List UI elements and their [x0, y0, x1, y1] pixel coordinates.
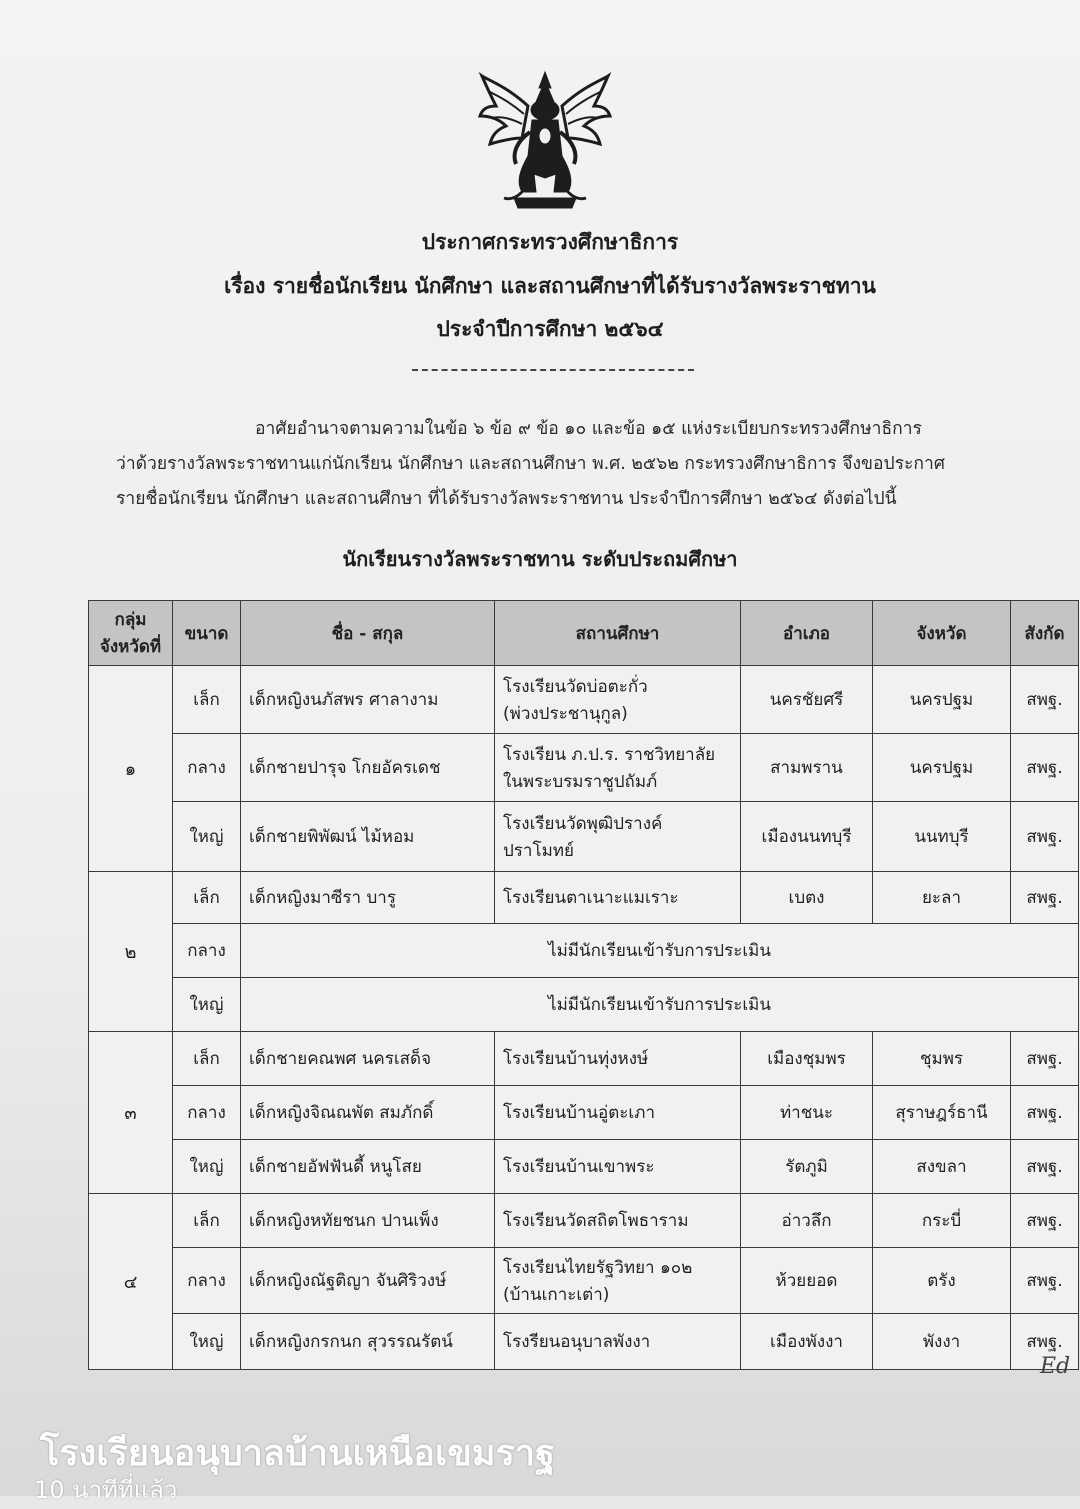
table-row [89, 1032, 1079, 1086]
affiliation-cell: สพฐ. [1011, 1140, 1079, 1194]
table-row [89, 734, 1079, 802]
table-row [89, 1314, 1079, 1370]
signature-mark: Ed [1040, 1354, 1071, 1379]
school-cell [495, 1248, 741, 1314]
header-name: ชื่อ - สกุล [241, 601, 495, 666]
table-row [89, 666, 1079, 734]
table-row [89, 924, 1079, 978]
header-district: อำเภอ [741, 601, 873, 666]
affiliation-cell: สพฐ. [1011, 1248, 1079, 1314]
header-group [89, 601, 173, 666]
size-cell: กลาง [173, 1086, 241, 1140]
school-line-1: โรงเรียนวัดบ่อตะกั่ว [503, 676, 648, 697]
district-cell: สามพราน [741, 734, 873, 802]
district-cell: นครชัยศรี [741, 666, 873, 734]
school-line-2: ในพระบรมราชูปถัมภ์ [503, 771, 658, 792]
announcement-year: ประจำปีการศึกษา ๒๕๖๔ [436, 317, 664, 341]
post-timestamp: 10 นาทีที่แล้ว [34, 1476, 178, 1504]
group-number: ๓ [89, 1032, 173, 1194]
table-row [89, 1086, 1079, 1140]
size-cell: กลาง [173, 924, 241, 978]
paragraph-line-1: อาศัยอำนาจตามความในข้อ ๖ ข้อ ๙ ข้อ ๑๐ และข้อ ๑๕ แห่งระเบียบกระทรวงศึกษาธิการ [255, 419, 922, 439]
separator-line [412, 369, 694, 371]
affiliation-cell: สพฐ. [1011, 1314, 1079, 1370]
affiliation-cell: สพฐ. [1011, 802, 1079, 872]
table-row [89, 1194, 1079, 1248]
header-size: ขนาด [173, 601, 241, 666]
student-name: เด็กหญิงณัฐติญา จันศิริวงษ์ [241, 1248, 495, 1314]
school-cell: โรงเรียนบ้านเขาพระ [495, 1140, 741, 1194]
affiliation-cell: สพฐ. [1011, 872, 1079, 924]
province-cell: นครปฐม [873, 734, 1011, 802]
affiliation-cell: สพฐ. [1011, 734, 1079, 802]
affiliation-cell: สพฐ. [1011, 1086, 1079, 1140]
student-name: เด็กหญิงหทัยชนก ปานเพ็ง [241, 1194, 495, 1248]
province-cell: นครปฐม [873, 666, 1011, 734]
announcement-subject: เรื่อง รายชื่อนักเรียน นักศึกษา และสถานศึกษาที่ได้รับรางวัลพระราชทาน [224, 274, 876, 298]
province-cell: ชุมพร [873, 1032, 1011, 1086]
size-cell: ใหญ่ [173, 978, 241, 1032]
school-cell [495, 666, 741, 734]
section-heading: นักเรียนรางวัลพระราชทาน ระดับประถมศึกษา [342, 547, 738, 571]
table-row [89, 1140, 1079, 1194]
district-cell: เมืองนนทบุรี [741, 802, 873, 872]
school-line-1: โรงเรียน ภ.ป.ร. ราชวิทยาลัย [503, 744, 716, 765]
school-line-2: (พ่วงประชานุกูล) [503, 703, 628, 724]
student-name: เด็กชายพิพัฒน์ ไม้หอม [241, 802, 495, 872]
table-row [89, 802, 1079, 872]
student-name: เด็กหญิงมาซีรา บารู [241, 872, 495, 924]
size-cell: เล็ก [173, 1032, 241, 1086]
group-number: ๒ [89, 872, 173, 1032]
province-cell: พังงา [873, 1314, 1011, 1370]
student-name: เด็กชายปารุจ โกยอัครเดช [241, 734, 495, 802]
no-candidate-note: ไม่มีนักเรียนเข้ารับการประเมิน [241, 924, 1079, 978]
no-candidate-note: ไม่มีนักเรียนเข้ารับการประเมิน [241, 978, 1079, 1032]
header-group-line2: จังหวัดที่ [99, 637, 162, 657]
school-line-2: (บ้านเกาะเต่า) [503, 1284, 610, 1305]
province-cell: ตรัง [873, 1248, 1011, 1314]
district-cell: เมืองชุมพร [741, 1032, 873, 1086]
district-cell: อ่าวลึก [741, 1194, 873, 1248]
province-cell: สงขลา [873, 1140, 1011, 1194]
school-cell: โรงรียนอนุบาลพังงา [495, 1314, 741, 1370]
awards-table [88, 600, 1079, 1370]
table-row [89, 872, 1079, 924]
student-name: เด็กหญิงจิณณพัต สมภักดิ์ [241, 1086, 495, 1140]
student-name: เด็กหญิงนภัสพร ศาลางาม [241, 666, 495, 734]
school-line-2: ปราโมทย์ [503, 840, 574, 861]
size-cell: ใหญ่ [173, 1140, 241, 1194]
district-cell: ท่าชนะ [741, 1086, 873, 1140]
province-cell: ยะลา [873, 872, 1011, 924]
school-line-1: โรงเรียนวัดพุฒิปรางค์ [503, 813, 663, 834]
school-cell [495, 734, 741, 802]
table-row [89, 978, 1079, 1032]
student-name: เด็กชายคณพศ นครเสด็จ [241, 1032, 495, 1086]
affiliation-cell: สพฐ. [1011, 666, 1079, 734]
garuda-emblem [476, 66, 614, 216]
school-line-1: โรงเรียนไทยรัฐวิทยา ๑๐๒ [503, 1257, 693, 1278]
size-cell: กลาง [173, 734, 241, 802]
size-cell: ใหญ่ [173, 802, 241, 872]
district-cell: เบตง [741, 872, 873, 924]
district-cell: เมืองพังงา [741, 1314, 873, 1370]
school-cell: โรงเรียนตาเนาะแมเราะ [495, 872, 741, 924]
size-cell: กลาง [173, 1248, 241, 1314]
group-number: ๔ [89, 1194, 173, 1370]
size-cell: เล็ก [173, 872, 241, 924]
header-school: สถานศึกษา [495, 601, 741, 666]
affiliation-cell: สพฐ. [1011, 1032, 1079, 1086]
school-cell: โรงเรียนวัดสถิตโพธาราม [495, 1194, 741, 1248]
header-group-line1: กลุ่ม [114, 610, 147, 630]
student-name: เด็กหญิงกรกนก สุวรรณรัตน์ [241, 1314, 495, 1370]
student-name: เด็กชายอัฟฟันดี้ หนูโสย [241, 1140, 495, 1194]
table-header-row [89, 601, 1079, 666]
affiliation-cell: สพฐ. [1011, 1194, 1079, 1248]
school-cell: โรงเรียนบ้านอู่ตะเภา [495, 1086, 741, 1140]
table-row [89, 1248, 1079, 1314]
paragraph-line-3: รายชื่อนักเรียน นักศึกษา และสถานศึกษา ที่ได้รับรางวัลพระราชทาน ประจำปีการศึกษา ๒๕๖๔ ดังต่อไปนี้ [116, 489, 897, 509]
district-cell: รัตภูมิ [741, 1140, 873, 1194]
size-cell: เล็ก [173, 1194, 241, 1248]
header-province: จังหวัด [873, 601, 1011, 666]
school-cell: โรงเรียนบ้านทุ่งหงษ์ [495, 1032, 741, 1086]
announcement-title: ประกาศกระทรวงศึกษาธิการ [421, 230, 679, 254]
paragraph-line-2: ว่าด้วยรางวัลพระราชทานแก่นักเรียน นักศึกษา และสถานศึกษา พ.ศ. ๒๕๖๒ กระทรวงศึกษาธิการ จึงขอประกาศ [116, 454, 945, 474]
province-cell: กระบี่ [873, 1194, 1011, 1248]
size-cell: ใหญ่ [173, 1314, 241, 1370]
province-cell: นนทบุรี [873, 802, 1011, 872]
header-affiliation: สังกัด [1011, 601, 1079, 666]
school-cell [495, 802, 741, 872]
district-cell: ห้วยยอด [741, 1248, 873, 1314]
size-cell: เล็ก [173, 666, 241, 734]
province-cell: สุราษฎร์ธานี [873, 1086, 1011, 1140]
group-number: ๑ [89, 666, 173, 872]
poster-name[interactable]: โรงเรียนอนุบาลบ้านเหนือเขมราฐ [40, 1433, 555, 1474]
